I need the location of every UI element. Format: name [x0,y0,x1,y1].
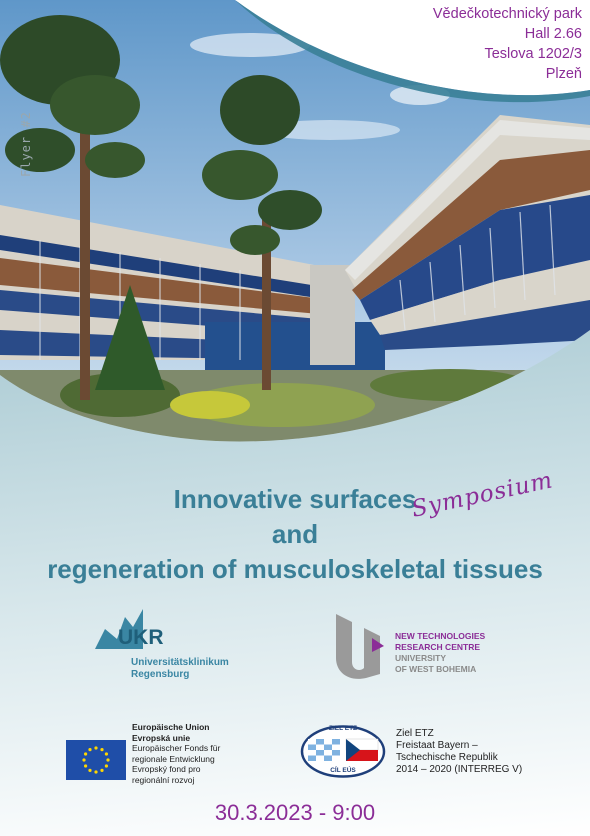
ntc-name [395,631,485,675]
ntc-line: NEW TECHNOLOGIES [395,631,486,641]
eu-line: Evropská unie [132,732,191,743]
ukr-line: Regensburg [131,669,190,680]
title-line-1: Innovative surfaces [173,484,417,514]
address-line: Plzeň [545,66,582,82]
ntc-line: UNIVERSITY [395,653,447,663]
symposium-label: Symposium [409,467,556,523]
eu-line: regionale Entwicklung [132,753,215,764]
eu-line: Evropský fond pro [132,764,201,774]
venue-address [433,4,582,84]
address-line: Teslova 1202/3 [484,46,582,62]
badge-top-text: ZIEL ETZ [328,725,358,732]
flyer-tag: Flyer #2 [19,111,33,177]
etz-text [396,728,522,776]
etz-line: Tschechische Republik [396,752,498,763]
title-line-2: and [271,519,319,549]
ukr-name [131,657,229,681]
eu-line: regionální rozvoj [132,774,195,785]
eu-flag-icon [66,740,126,780]
etz-line: Ziel ETZ [396,728,434,739]
ntc-logo-icon [334,612,392,680]
ntc-line: OF WEST BOHEMIA [395,664,477,674]
ukr-line: Universitätsklinikum [131,657,229,668]
etz-line: Freistaat Bayern – [396,740,478,751]
badge-bottom-text: CÍL EÚS [330,767,356,774]
ntc-line: RESEARCH CENTRE [395,642,481,652]
address-line: Vědečkotechnický park [432,6,582,22]
title-line-3: regeneration of musculoskeletal tissues [47,554,543,584]
address-line: Hall 2.66 [524,26,582,42]
ukr-logo-text: UKR [118,626,164,649]
eu-text [132,722,220,785]
eu-line: Europäische Union [132,722,210,732]
etz-line: 2014 – 2020 (INTERREG V) [396,764,523,775]
event-date: 30.3.2023 - 9:00 [214,800,376,825]
eu-line: Europäischer Fonds für [132,743,221,753]
